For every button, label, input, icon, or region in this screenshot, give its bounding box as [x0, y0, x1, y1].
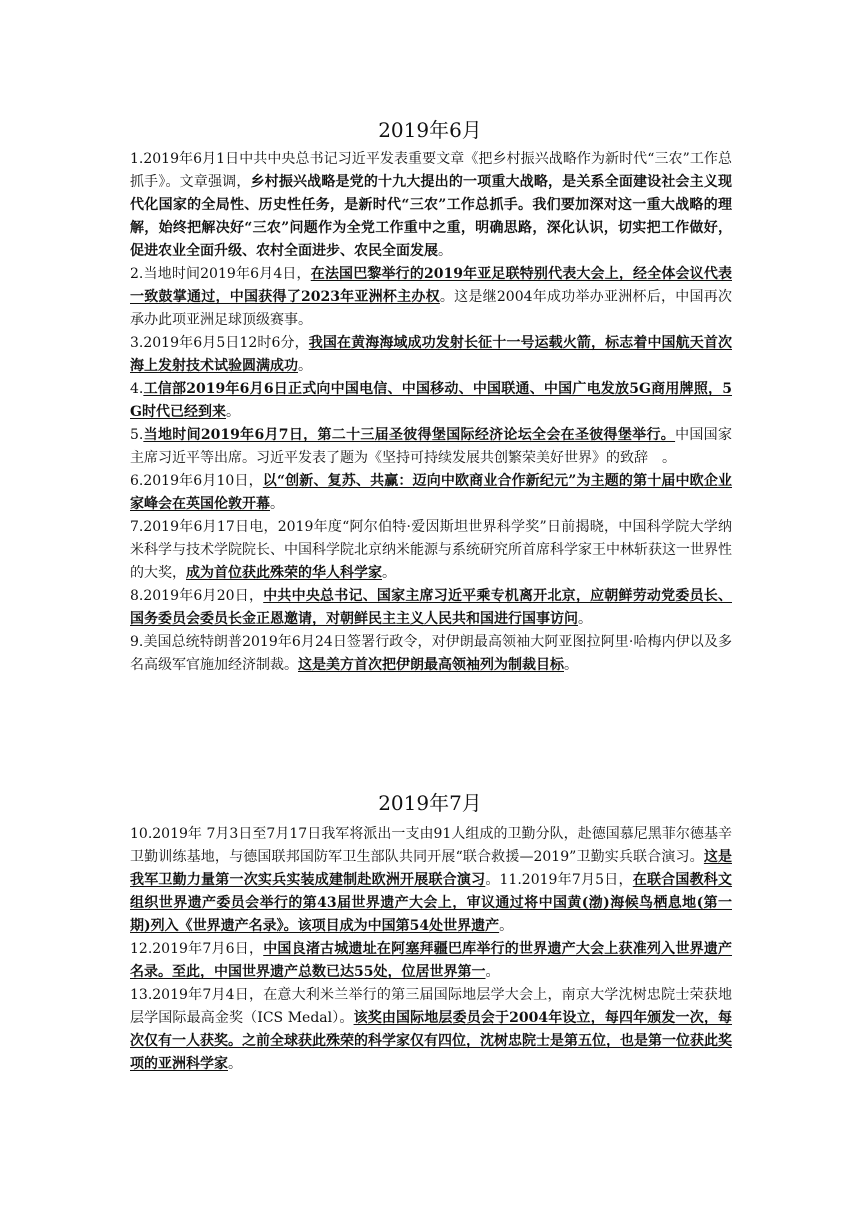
item-text: 。	[499, 918, 514, 934]
news-item	[130, 470, 732, 516]
item-text: 。	[270, 496, 284, 512]
item-text: 7.2019年6月17日电，2019年度“阿尔伯特·爱因斯坦世界科学奖”日前揭晓，中国科学院大学纳米科学与技术学院院长、中国科学院北京纳米能源与系统研究所首席科学家王中林斩获这一世界性的大奖，	[130, 519, 732, 581]
item-text: 。	[438, 243, 452, 259]
item-text: 4.	[130, 381, 144, 397]
item-text: 6.2019年6月10日，	[130, 473, 263, 489]
section-title-june: 2019年6月	[378, 118, 482, 142]
item-text: 2.当地时间2019年6月4日，	[130, 266, 311, 282]
emphasized-text: 以“创新、复苏、共赢：迈向中欧商业合作新纪元”为主题的第十届中欧企业家峰会在英国伦敦开幕	[130, 473, 732, 512]
news-item	[130, 984, 732, 1076]
emphasized-text: 工信部2019年6月6日正式向中国电信、中国移动、中国联通、中国广电发放5G商用牌照，5G时代已经到来	[130, 381, 732, 420]
section-title-july: 2019年7月	[378, 791, 482, 815]
emphasized-text: 在联合国教科文组织世界遗产委员会举行的第43届世界遗产大会上，审议通过将中国黄(渤)海候鸟栖息地(第一期)列入《世界遗产名录》。该项目成为中国第54处世界遗产	[130, 872, 733, 934]
item-text: 13.2019年7月4日，在意大利米兰举行的第三届国际地层学大会上，南京大学沈树忠院士荣获地层学国际最高金奖（ICS Medal）。	[130, 987, 732, 1026]
news-item	[130, 585, 732, 631]
news-item	[130, 332, 732, 378]
item-text: 10.2019年 7月3日至7月17日我军将派出一支由91人组成的卫勤分队，赴德国慕尼黑菲尔德基辛卫勤训练基地，与德国联邦国防军卫生部队共同开展“联合救援—2019”卫勤实兵联合演习。	[130, 826, 732, 865]
july-news-list	[130, 823, 732, 1076]
news-item	[130, 263, 732, 332]
item-text: 。	[298, 358, 312, 374]
news-item	[130, 823, 732, 938]
item-text: 。	[382, 565, 396, 581]
emphasized-text: 当地时间2019年6月7日，第二十三届圣彼得堡国际经济论坛全会在圣彼得堡举行。	[143, 427, 676, 443]
item-text: 。	[485, 964, 500, 980]
item-text: 12.2019年7月6日，	[130, 941, 264, 957]
item-text: 8.2019年6月20日，	[130, 588, 264, 604]
emphasized-text: 我国在黄海海域成功发射长征十一号运载火箭，标志着中国航天首次海上发射技术试验圆满成功	[130, 335, 733, 374]
item-text: 。这是继2004年成功举办亚洲杯后，中国再次承办此项亚洲足球顶级赛事。	[130, 289, 732, 328]
emphasized-text: 这是我军卫勤力量第一次实兵实装成建制赴欧洲开展联合演习	[130, 849, 732, 888]
emphasized-text: 中国良渚古城遗址在阿塞拜疆巴库举行的世界遗产大会上获准列入世界遗产名录。至此，中国世界遗产总数已达55处，位居世界第一	[130, 941, 732, 980]
emphasized-text: 成为首位获此殊荣的华人科学家	[186, 565, 382, 581]
item-text: 。	[228, 1056, 242, 1072]
news-item	[130, 424, 732, 470]
emphasized-text: 乡村振兴战略是党的十九大提出的一项重大战略，是关系全面建设社会主义现代化国家的全局性、历史性任务，是新时代“三农”工作总抓手。我们要加深对这一重大战略的理解，始终把解决好“三农”问题作为全党工作重中之重，明确思路，深化认识，切实把工作做好，促进农业全面升级、农村全面进步、农民全面发展	[130, 174, 732, 259]
item-text: 5.	[130, 427, 144, 443]
news-item	[130, 631, 732, 677]
emphasized-text: 该奖由国际地层委员会于2004年设立，每四年颁发一次，每次仅有一人获奖。之前全球获此殊荣的科学家仅有四位，沈树忠院士是第五位，也是第一位获此奖项的亚洲科学家	[130, 1010, 732, 1072]
item-text: 。	[564, 657, 578, 673]
news-item	[130, 378, 732, 424]
emphasized-text: 这是美方首次把伊朗最高领袖列为制裁目标	[298, 657, 564, 673]
item-text: 。11.2019年7月5日，	[485, 872, 633, 888]
june-news-list	[130, 148, 732, 677]
item-text: 1.2019年6月1日中共中央总书记习近平发表重要文章《把乡村振兴战略作为新时代“三农”工作总抓手》。文章强调，	[130, 151, 732, 190]
emphasized-text: 在法国巴黎举行的2019年亚足联特别代表大会上，经全体会议代表一致鼓掌通过，中国获得了2023年亚洲杯主办权	[130, 266, 732, 305]
news-item	[130, 148, 732, 263]
news-item	[130, 938, 732, 984]
item-text: 。	[225, 404, 240, 420]
item-text: 。	[578, 611, 592, 627]
news-item	[130, 516, 732, 585]
emphasized-text: 中共中央总书记、国家主席习近平乘专机离开北京，应朝鲜劳动党委员长、国务委员会委员长金正恩邀请，对朝鲜民主主义人民共和国进行国事访问	[130, 588, 732, 627]
item-text: 3.2019年6月5日12时6分，	[130, 335, 309, 351]
item-text: 中国国家主席习近平等出席。习近平发表了题为《坚持可持续发展共创繁荣美好世界》的致辞 。	[130, 427, 732, 466]
item-text: 9.美国总统特朗普2019年6月24日签署行政令，对伊朗最高领袖大阿亚图拉阿里·哈梅内伊以及多名高级军官施加经济制裁。	[130, 634, 732, 673]
